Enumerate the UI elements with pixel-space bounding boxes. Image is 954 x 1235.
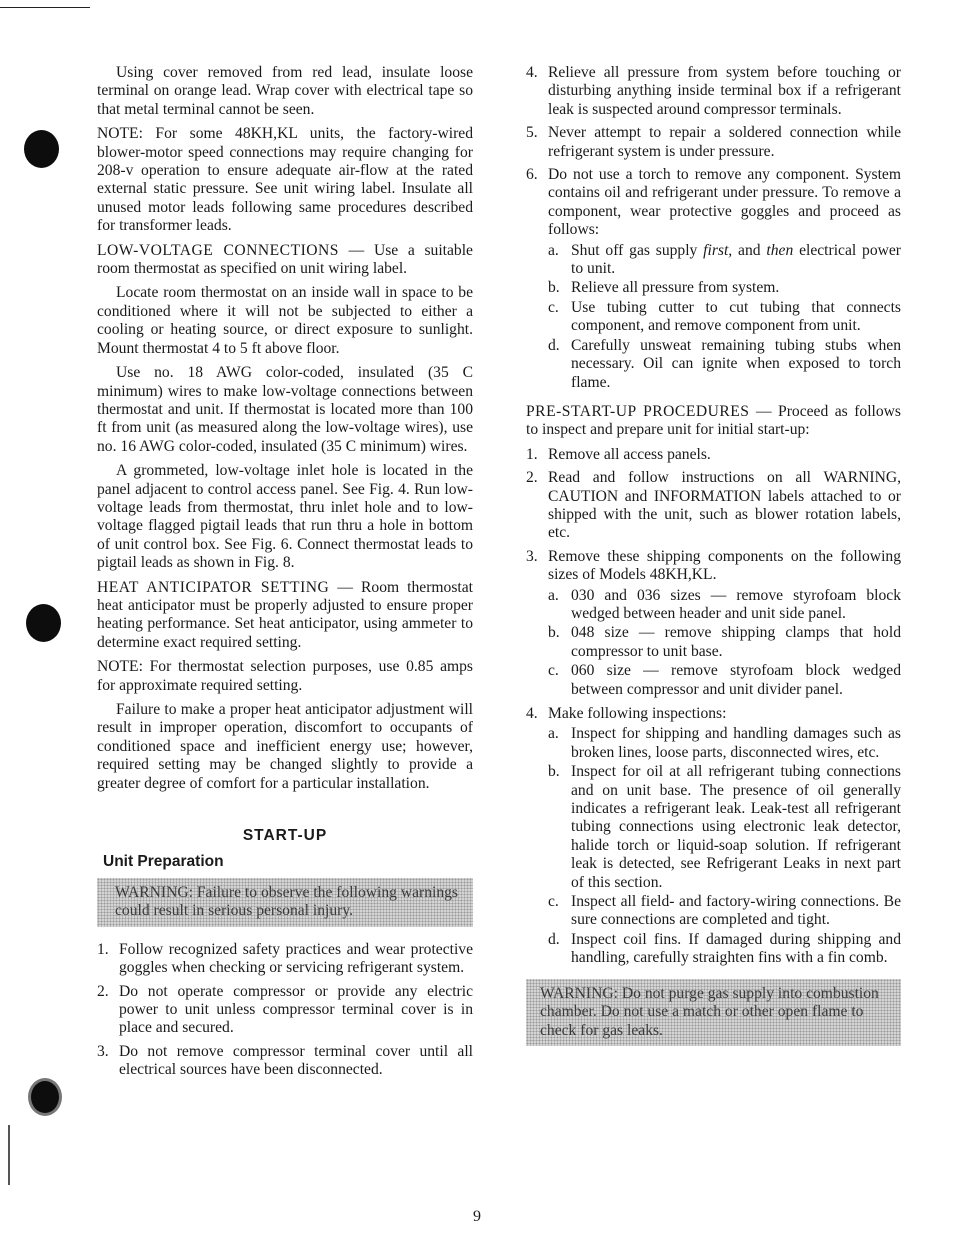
- item-text: Follow recognized safety practices and wear protective goggles when checking or servicing refrigerant system.: [119, 940, 473, 977]
- item-number: 4.: [526, 64, 538, 81]
- sub-text: Inspect for oil at all refrigerant tubing connections and on unit base. The presence of oil generally indicates a refrigerant leak. Leak-test all refrigerant tubing connections using electronic leak detector, halide torch or liquid-soap solution. If refrigerant leak is detected, see Refrigerant Leaks in next part of this section.: [571, 763, 901, 891]
- note: NOTE: For some 48KH,KL units, the factory-wired blower-motor speed connections may require changing for 208-v operation to ensure adequate air-flow at the rated external static pressure. See unit wiring label. Insulate all unused motor leads following same procedures described for transformer leads.: [97, 125, 473, 235]
- item-number: 1.: [97, 940, 109, 958]
- page-number: 9: [473, 1208, 481, 1225]
- sub-text-part: electrical power to unit.: [571, 241, 901, 278]
- item-number: 3.: [97, 1042, 109, 1060]
- paragraph: [97, 242, 473, 279]
- sub-item: [548, 662, 901, 699]
- item-text: Make following inspections:: [548, 705, 727, 722]
- paragraph: Use no. 18 AWG color-coded, insulated (35 C minimum) wires to make low-voltage connections between thermostat and unit. If thermostat is located more than 100 ft from unit (as measured along the low-voltage wires), use no. 16 AWG color-coded, insulated (35 C minimum) wires.: [97, 364, 473, 455]
- inline-heading: HEAT ANTICIPATOR SETTING: [97, 578, 330, 596]
- sub-text-part: Shut off gas supply: [571, 241, 704, 259]
- inline-text: — Proceed as follows to inspect and prepare unit for initial start-up:: [526, 402, 902, 439]
- sub-letter: b.: [548, 763, 560, 781]
- list-item: [526, 166, 901, 393]
- paragraph: [97, 579, 473, 653]
- sub-list: [548, 242, 901, 392]
- paragraph: Locate room thermostat on an inside wall in space to be conditioned where it will not be subjected to either a cooling or heating source, or direct exposure to sunlight. Mount thermostat 4 to 5 ft above floor.: [97, 284, 473, 357]
- numbered-list: [526, 64, 901, 393]
- sub-letter: a.: [548, 586, 559, 604]
- item-number: 5.: [526, 124, 538, 142]
- warning-box: WARNING: Failure to observe the following warnings could result in serious personal injury.: [97, 878, 473, 927]
- sub-item: [548, 299, 901, 336]
- item-body: [548, 548, 901, 700]
- sub-letter: b.: [548, 624, 560, 642]
- inline-text: — Room thermostat heat anticipator must be properly adjusted to ensure proper heating performance. Set heat anticipator, using ammeter to determine exact required setting.: [97, 578, 473, 651]
- emphasis: first,: [703, 241, 733, 259]
- list-item: [526, 705, 901, 969]
- sub-text: Inspect for shipping and handling damages such as broken lines, loose parts, disconnected wires, etc.: [571, 725, 901, 761]
- inline-heading: LOW-VOLTAGE CONNECTIONS: [97, 241, 339, 259]
- sub-letter: a.: [548, 241, 559, 259]
- sub-letter: b.: [548, 279, 560, 297]
- sub-text: Carefully unsweat remaining tubing stubs when necessary. Oil can ignite when exposed to torch flame.: [571, 336, 901, 391]
- list-item: [97, 941, 473, 978]
- sub-item: [548, 763, 901, 892]
- item-number: 1.: [526, 445, 538, 463]
- sub-item: [548, 337, 901, 392]
- item-text: Never attempt to repair a soldered connection while refrigerant system is under pressure.: [548, 124, 901, 160]
- sub-item: [548, 893, 901, 930]
- top-rule: [0, 7, 90, 8]
- sub-item: [548, 587, 901, 624]
- sub-item: [548, 931, 901, 968]
- item-text: Do not use a torch to remove any component. System contains oil and refrigerant under pressure. To remove a component, wear protective goggles and proceed as follows:: [548, 166, 901, 239]
- item-text: Read and follow instructions on all WARNING, CAUTION and INFORMATION labels attached to or shipped with the unit, such as blower rotation labels, etc.: [548, 469, 901, 542]
- list-item: [97, 1043, 473, 1080]
- item-text: Do not remove compressor terminal cover until all electrical sources have been disconnected.: [119, 1042, 473, 1079]
- sub-letter: d.: [548, 930, 560, 948]
- item-text: Remove all access panels.: [548, 445, 711, 463]
- sub-text-part: and: [732, 241, 767, 259]
- list-item: [526, 548, 901, 700]
- item-text: Do not operate compressor or provide any electric power to unit unless compressor terminal cover is in place and secured.: [119, 982, 473, 1037]
- inline-heading: PRE-START-UP PROCEDURES: [526, 402, 750, 420]
- binder-hole-icon: [26, 604, 61, 642]
- sub-letter: a.: [548, 725, 559, 743]
- sub-text: 048 size — remove shipping clamps that hold compressor to unit base.: [571, 624, 901, 660]
- item-number: 2.: [526, 469, 538, 487]
- sub-letter: d.: [548, 336, 560, 354]
- sub-text: Relieve all pressure from system.: [571, 279, 780, 297]
- item-number: 3.: [526, 547, 538, 565]
- sub-item: [548, 242, 901, 279]
- list-item: [526, 469, 901, 543]
- item-text: Remove these shipping components on the following sizes of Models 48KH,KL.: [548, 547, 901, 584]
- section-title: START-UP: [242, 827, 328, 845]
- left-column: [97, 64, 473, 1086]
- list-item: [526, 446, 901, 464]
- sub-letter: c.: [548, 893, 559, 911]
- sub-text: [571, 242, 901, 279]
- sub-item: [548, 725, 901, 762]
- list-item: [97, 983, 473, 1038]
- right-column: [526, 64, 901, 1060]
- sub-text: 030 and 036 sizes — remove styrofoam block wedged between header and unit side panel.: [571, 586, 901, 622]
- item-body: [548, 705, 901, 969]
- note: NOTE: For thermostat selection purposes, use 0.85 amps for approximate required setting.: [97, 658, 473, 694]
- paragraph: [526, 403, 901, 440]
- sub-letter: c.: [548, 298, 559, 316]
- emphasis: then: [766, 241, 794, 259]
- item-number: 2.: [97, 982, 109, 1000]
- list-item: [526, 124, 901, 161]
- sub-list: [548, 587, 901, 699]
- subsection-title: Unit Preparation: [103, 853, 224, 871]
- sub-text: Inspect coil fins. If damaged during shipping and handling, carefully straighten fins with a fin comb.: [571, 930, 901, 967]
- sub-text: Inspect all field- and factory-wiring connections. Be sure connections are completed and tight.: [571, 893, 901, 929]
- sub-letter: c.: [548, 662, 559, 680]
- numbered-list: [97, 941, 473, 1080]
- binder-hole-icon: [24, 130, 59, 168]
- item-body: [548, 166, 901, 393]
- warning-box: WARNING: Do not purge gas supply into combustion chamber. Do not use a match or other open flame to check for gas leaks.: [526, 979, 901, 1047]
- sub-item: [548, 279, 901, 297]
- item-number: 4.: [526, 705, 538, 722]
- inline-text: — Use a suitable room thermostat as specified on unit wiring label.: [97, 241, 473, 278]
- paragraph: Failure to make a proper heat anticipator adjustment will result in improper operation, discomfort to occupants of conditioned space and inefficient energy use; however, required setting may be changed slightly to provide a greater degree of comfort for a particular installation.: [97, 701, 473, 792]
- sub-item: [548, 624, 901, 661]
- binder-hole-icon: [28, 1078, 62, 1116]
- list-item: [526, 64, 901, 119]
- paragraph: A grommeted, low-voltage inlet hole is located in the panel adjacent to control access panel. See Fig. 4. Run low-voltage leads from thermostat, thru inlet hole and to low-voltage flagged pigtail leads that run thru a hole in bottom of unit control box. See Fig. 6. Connect thermostat leads to pigtail leads as shown in Fig. 8.: [97, 462, 473, 572]
- sub-list: [548, 725, 901, 967]
- numbered-list: [526, 446, 901, 969]
- sub-text: Use tubing cutter to cut tubing that connects component, and remove component from unit.: [571, 298, 901, 335]
- sub-text: 060 size — remove styrofoam block wedged between compressor and unit divider panel.: [571, 662, 901, 698]
- margin-mark: [8, 1125, 10, 1185]
- paragraph: Using cover removed from red lead, insulate loose terminal on orange lead. Wrap cover with electrical tape so that metal terminal cannot be seen.: [97, 64, 473, 118]
- item-text: Relieve all pressure from system before touching or disturbing anything inside terminal box if a refrigerant leak is suspected around compressor terminals.: [548, 64, 901, 118]
- item-number: 6.: [526, 166, 538, 184]
